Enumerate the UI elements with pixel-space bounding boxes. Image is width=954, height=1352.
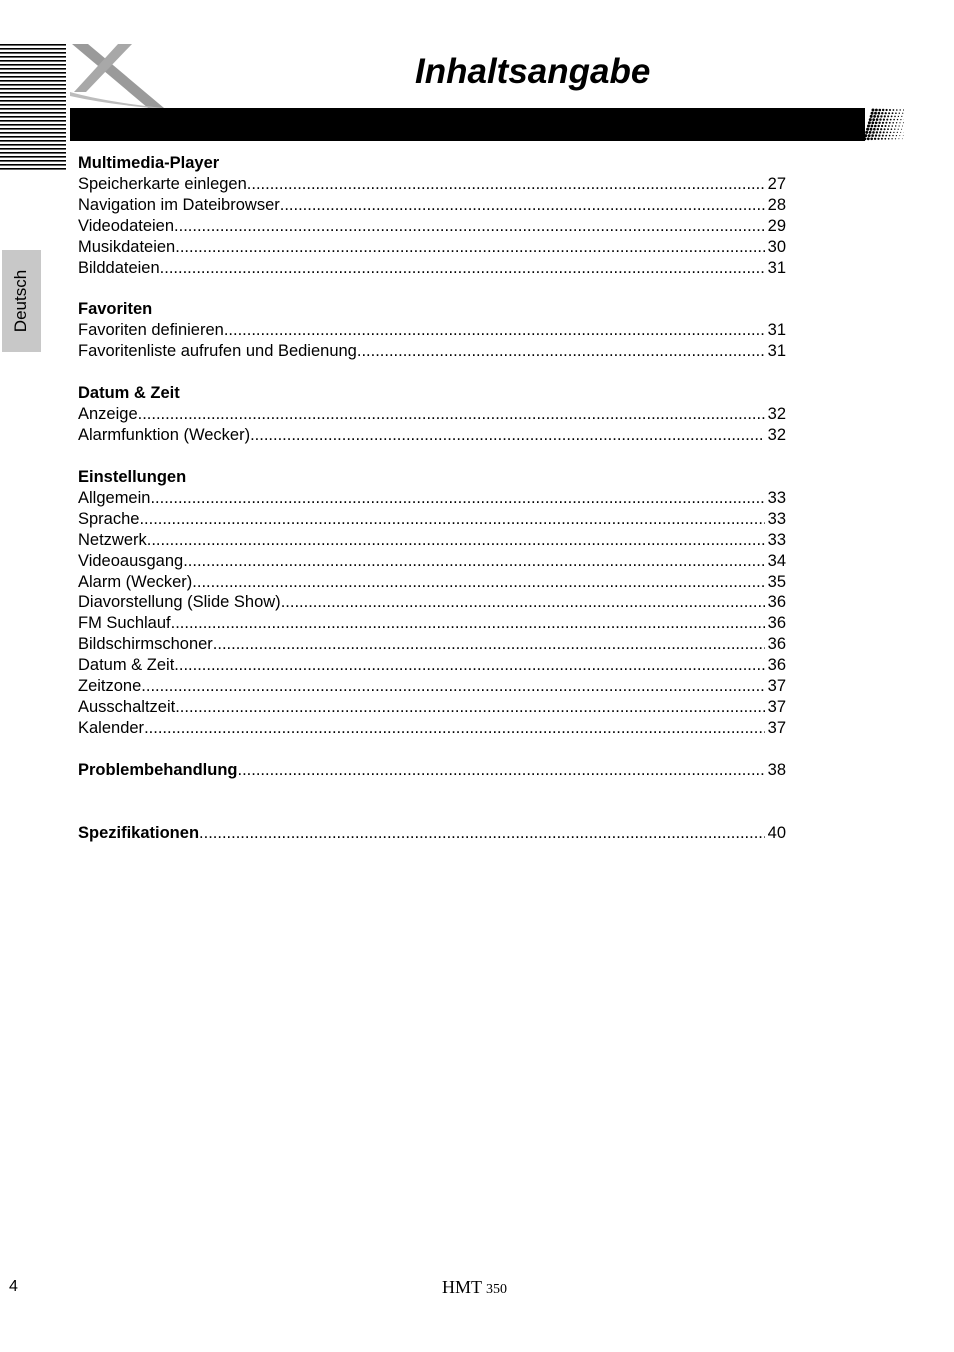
toc-entry-page: 28 xyxy=(767,195,786,214)
table-of-contents xyxy=(78,153,786,864)
toc-entry xyxy=(78,697,786,718)
toc-entry-page: 29 xyxy=(767,216,786,235)
toc-entry xyxy=(78,676,786,697)
toc-entry-page: 32 xyxy=(767,426,786,445)
language-tab xyxy=(2,250,41,352)
toc-heading: Favoriten xyxy=(78,300,153,319)
dot-leader xyxy=(280,195,765,216)
toc-entry-page: 37 xyxy=(767,677,786,696)
dot-leader xyxy=(139,509,764,530)
dot-leader xyxy=(224,320,765,341)
dot-leader xyxy=(160,258,765,279)
toc-entry xyxy=(78,530,786,551)
toc-entry-label: Bildschirmschoner xyxy=(78,635,213,654)
toc-entry-label: Spezifikationen xyxy=(78,823,200,842)
toc-entry-page: 33 xyxy=(767,509,786,528)
toc-heading: Datum & Zeit xyxy=(78,384,180,403)
toc-entry-page: 38 xyxy=(767,760,786,779)
toc-section-multimedia xyxy=(78,153,786,278)
toc-entry xyxy=(78,613,786,634)
toc-entry-page: 36 xyxy=(767,614,786,633)
toc-entry-page: 32 xyxy=(767,405,786,424)
toc-entry-label: Speicherkarte einlegen xyxy=(78,175,247,193)
toc-entry xyxy=(78,634,786,655)
dot-leader xyxy=(138,404,765,425)
toc-entry xyxy=(78,488,786,509)
toc-entry-label: Alarm (Wecker) xyxy=(78,572,193,591)
toc-heading: Multimedia-Player xyxy=(78,154,220,172)
toc-entry-label: Ausschaltzeit xyxy=(78,697,176,716)
footer-model-name xyxy=(442,1277,507,1298)
toc-entry xyxy=(78,572,786,593)
dot-leader xyxy=(213,634,765,655)
dot-leader xyxy=(174,655,764,676)
toc-entry xyxy=(78,216,786,237)
toc-entry xyxy=(78,718,786,739)
toc-section-spezifikationen xyxy=(78,823,786,844)
title-bar xyxy=(70,108,865,141)
toc-entry xyxy=(78,551,786,572)
dot-leader xyxy=(150,488,764,509)
dot-leader xyxy=(141,676,764,697)
toc-heading: Einstellungen xyxy=(78,468,187,487)
header-stripes-decoration xyxy=(0,44,66,172)
toc-entry-label: Sprache xyxy=(78,509,140,528)
dot-leader xyxy=(183,551,764,572)
dot-leader xyxy=(175,697,764,718)
model-name: HMT xyxy=(442,1277,482,1297)
toc-entry xyxy=(78,509,786,530)
toc-entry-label: Allgemein xyxy=(78,489,151,508)
toc-entry-label: Favoriten definieren xyxy=(78,321,224,340)
page-title: Inhaltsangabe xyxy=(415,52,651,91)
dot-leader xyxy=(238,760,765,781)
toc-entry-label: Anzeige xyxy=(78,405,138,424)
toc-entry-page: 36 xyxy=(767,635,786,654)
toc-entry-page: 37 xyxy=(767,718,786,737)
toc-entry-page: 37 xyxy=(767,697,786,716)
toc-entry-label: Datum & Zeit xyxy=(78,656,175,675)
toc-entry xyxy=(78,760,786,781)
toc-entry-page: 40 xyxy=(767,823,786,842)
toc-entry xyxy=(78,174,786,195)
toc-entry-page: 31 xyxy=(767,321,786,340)
toc-entry-label: Navigation im Dateibrowser xyxy=(78,195,280,214)
page-number: 4 xyxy=(9,1278,18,1295)
toc-entry-label: Videodateien xyxy=(78,216,175,235)
toc-entry-page: 27 xyxy=(767,175,786,193)
toc-entry-page: 34 xyxy=(767,551,786,570)
title-bar-dots-decoration xyxy=(862,108,904,141)
toc-entry xyxy=(78,237,786,258)
toc-entry-page: 33 xyxy=(767,530,786,549)
dot-leader xyxy=(357,341,765,362)
dot-leader xyxy=(199,823,765,844)
toc-entry-label: Favoritenliste aufrufen und Bedienung xyxy=(78,342,357,361)
dot-leader xyxy=(144,718,765,739)
toc-entry-page: 30 xyxy=(767,237,786,256)
language-tab-label: Deutsch xyxy=(11,269,31,333)
toc-section-problembehandlung xyxy=(78,760,786,781)
toc-entry-page: 31 xyxy=(767,258,786,277)
toc-entry xyxy=(78,404,786,425)
dot-leader xyxy=(175,237,764,258)
toc-entry-label: Kalender xyxy=(78,718,145,737)
toc-entry-label: Musikdateien xyxy=(78,237,176,256)
toc-entry-label: Netzwerk xyxy=(78,530,147,549)
toc-entry xyxy=(78,195,786,216)
toc-entry-label: FM Suchlauf xyxy=(78,614,171,633)
toc-entry-page: 31 xyxy=(767,342,786,361)
toc-entry-label: Problembehandlung xyxy=(78,760,238,779)
toc-entry-label: Alarmfunktion (Wecker) xyxy=(78,426,251,445)
toc-section-favoriten xyxy=(78,299,786,362)
dot-leader xyxy=(192,572,764,593)
toc-section-datum-zeit xyxy=(78,383,786,446)
dot-leader xyxy=(250,425,765,446)
toc-entry xyxy=(78,655,786,676)
toc-entry xyxy=(78,341,786,362)
brand-x-logo xyxy=(66,42,170,110)
toc-entry-label: Videoausgang xyxy=(78,551,184,570)
dot-leader xyxy=(281,592,765,613)
toc-entry-page: 35 xyxy=(767,572,786,591)
toc-entry-page: 36 xyxy=(767,656,786,675)
toc-entry-page: 33 xyxy=(767,489,786,508)
toc-entry xyxy=(78,425,786,446)
model-number: 350 xyxy=(486,1282,507,1297)
toc-entry xyxy=(78,823,786,844)
toc-entry-label: Zeitzone xyxy=(78,677,142,696)
toc-entry-label: Bilddateien xyxy=(78,258,160,277)
toc-entry xyxy=(78,320,786,341)
dot-leader xyxy=(147,530,765,551)
toc-section-einstellungen xyxy=(78,467,786,739)
dot-leader xyxy=(174,216,765,237)
toc-entry xyxy=(78,258,786,279)
toc-entry-label: Diavorstellung (Slide Show) xyxy=(78,593,281,612)
toc-entry xyxy=(78,592,786,613)
dot-leader xyxy=(247,174,765,195)
dot-leader xyxy=(171,613,765,634)
toc-entry-page: 36 xyxy=(767,593,786,612)
